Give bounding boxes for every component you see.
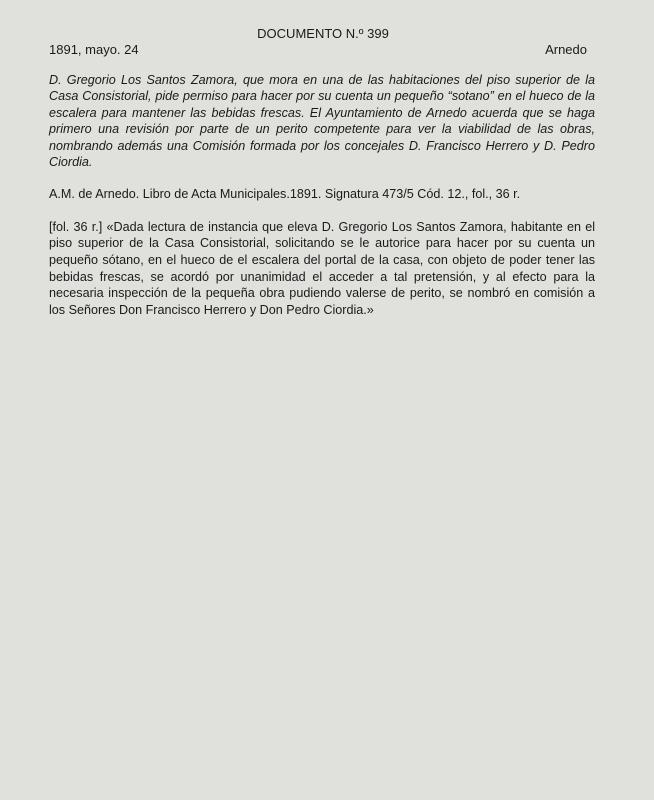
document-header-row [49,42,595,58]
document-page [49,26,595,318]
document-transcription: [fol. 36 r.] «Dada lectura de instancia que eleva D. Gregorio Los Santos Zamora, habitante en el piso superior de la Casa Consistorial, solicitando se le autorice para hacer por su cuenta un pequeño sótano, en el hueco de el escalera del portal de la casa, con objeto de poder tener las bebidas frescas, se acordó por unanimidad el acceder a tal pretensión, y al efecto para la necesaria inspección de la pequeña obra pudiendo valerse de perito, se nombró en comisión a los Señores Don Francisco Herrero y Don Pedro Ciordia.» [49,219,595,317]
document-date: 1891, mayo. 24 [49,42,139,57]
archival-source: A.M. de Arnedo. Libro de Acta Municipales.1891. Signatura 473/5 Cód. 12., fol., 36 r. [49,187,521,202]
document-summary: D. Gregorio Los Santos Zamora, que mora en una de las habitaciones del piso superior de la Casa Consistorial, pide permiso para hacer por su cuenta un pequeño “sotano” en el hueco de la escalera para mantener las bebidas frescas. El Ayuntamiento de Arnedo acuerda que se haga primero una revisión por parte de un perito competente para ver la viabilidad de las obras, nombrando además una Comisión formada por los concejales D. Francisco Herrero y D. Pedro Ciordia. [49,73,595,170]
document-place: Arnedo [545,42,587,57]
document-title: DOCUMENTO N.º 399 [257,26,389,41]
